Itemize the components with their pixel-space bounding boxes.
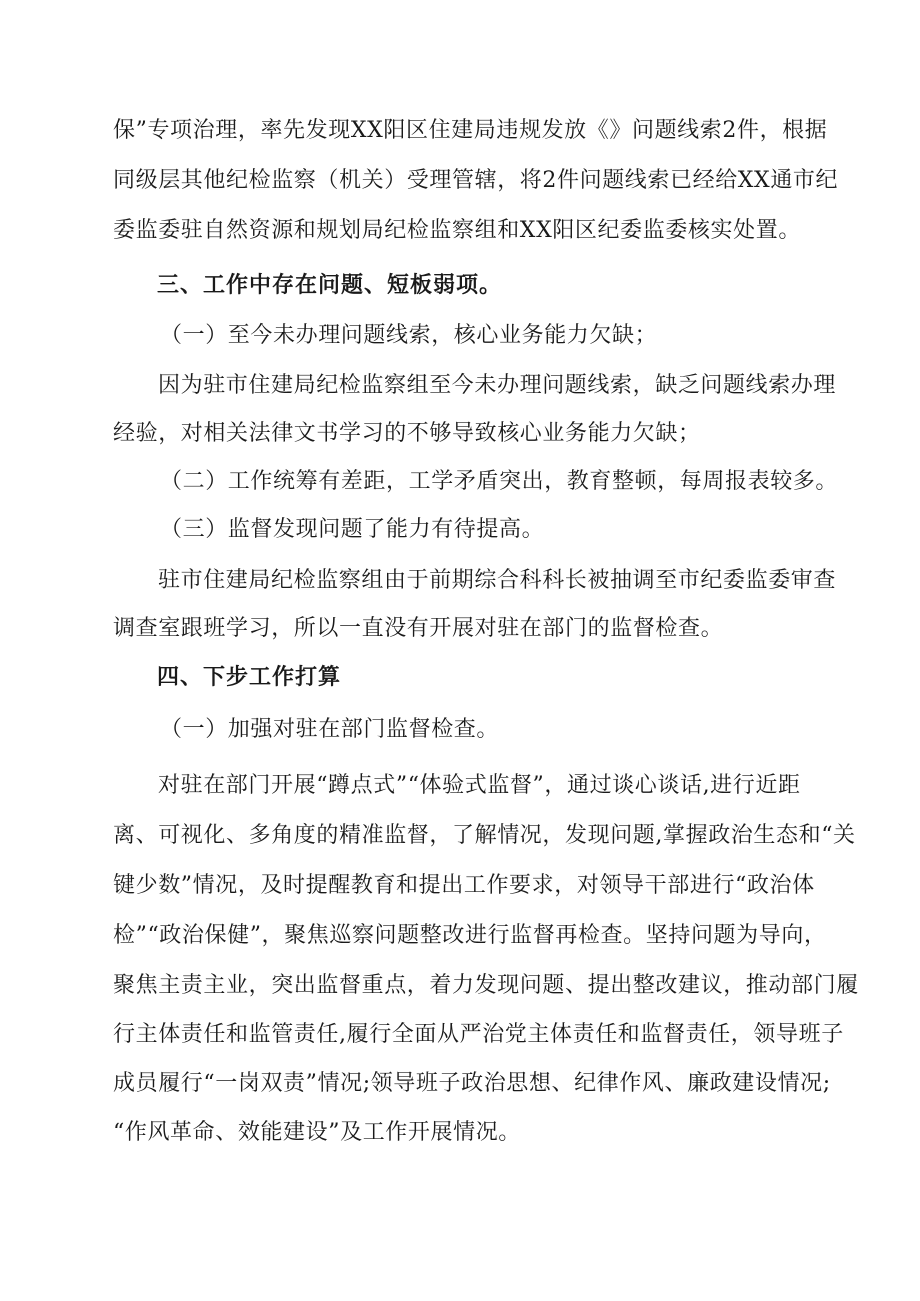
paragraph-line: 对驻在部门开展“蹲点式”“体验式监督”，通过谈心谈话,进行近距 — [158, 773, 801, 798]
paragraph-line: 键少数”情况，及时提醒教育和提出工作要求，对领导干部进行“政治体 — [113, 873, 815, 898]
paragraph-line: 行主体责任和监管责任,履行全面从严治党主体责任和监督责任，领导班子 — [113, 1022, 844, 1047]
subheading-3-2: （二）工作统筹有差距，工学矛盾突出，教育整顿，每周报表较多。 — [160, 469, 839, 494]
paragraph-line: “作风革命、效能建设”及工作开展情况。 — [113, 1120, 521, 1145]
subheading-4-1: （一）加强对驻在部门监督检查。 — [160, 717, 500, 742]
paragraph-line: 离、可视化、多角度的精准监督，了解情况，发现问题,掌握政治生态和“关 — [113, 823, 856, 848]
paragraph-line: 经验，对相关法律文书学习的不够导致核心业务能力欠缺； — [113, 421, 701, 446]
paragraph-line: 驻市住建局纪检监察组由于前期综合科科长被抽调至市纪委监委审查 — [158, 568, 837, 593]
paragraph-line: 调查室跟班学习，所以一直没有开展对驻在部门的监督检查。 — [113, 616, 724, 641]
section-heading-3: 三、工作中存在问题、短板弱项。 — [157, 273, 503, 298]
paragraph-line: 同级层其他纪检监察（机关）受理管辖，将2件问题线索已经给XX通市纪 — [113, 168, 839, 193]
paragraph-line: 保”专项治理，率先发现XX阳区住建局违规发放《》问题线索2件，根据 — [113, 118, 828, 143]
paragraph-line: 聚焦主责主业，突出监督重点，着力发现问题、提出整改建议，推动部门履 — [113, 973, 859, 998]
paragraph-line: 委监委驻自然资源和规划局纪检监察组和XX阳区纪委监委核实处置。 — [113, 218, 801, 243]
paragraph-line: 检”“政治保健”，聚焦巡察问题整改进行监督再检查。坚持问题为导向， — [113, 923, 827, 948]
paragraph-line: 因为驻市住建局纪检监察组至今未办理问题线索，缺乏问题线索办理 — [158, 373, 837, 398]
subheading-3-3: （三）监督发现问题了能力有待提高。 — [160, 517, 545, 542]
section-heading-4: 四、下步工作打算 — [157, 665, 342, 690]
paragraph-line: 成员履行“一岗双责”情况;领导班子政治思想、纪律作风、廉政建设情况; — [113, 1071, 831, 1096]
subheading-3-1: （一）至今未办理问题线索，核心业务能力欠缺； — [160, 323, 658, 348]
